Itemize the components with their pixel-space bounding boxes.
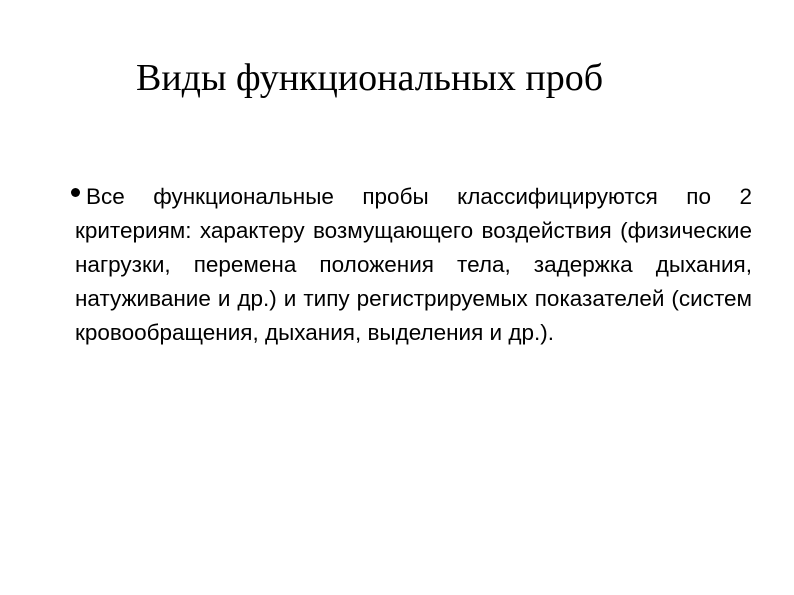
bullet-text: Все функциональные пробы классифицируются по 2 критериям: характеру возмущающего воздействия (физические нагрузки, перемена положения тела, задержка дыхания, натуживание и др.) и типу регистрируемых показателей (систем кровообращения, дыхания, выделения и др.). — [75, 184, 752, 345]
bullet-dot-icon — [71, 188, 80, 197]
slide-title: Виды функциональных проб — [135, 57, 604, 99]
slide-body — [75, 180, 752, 350]
